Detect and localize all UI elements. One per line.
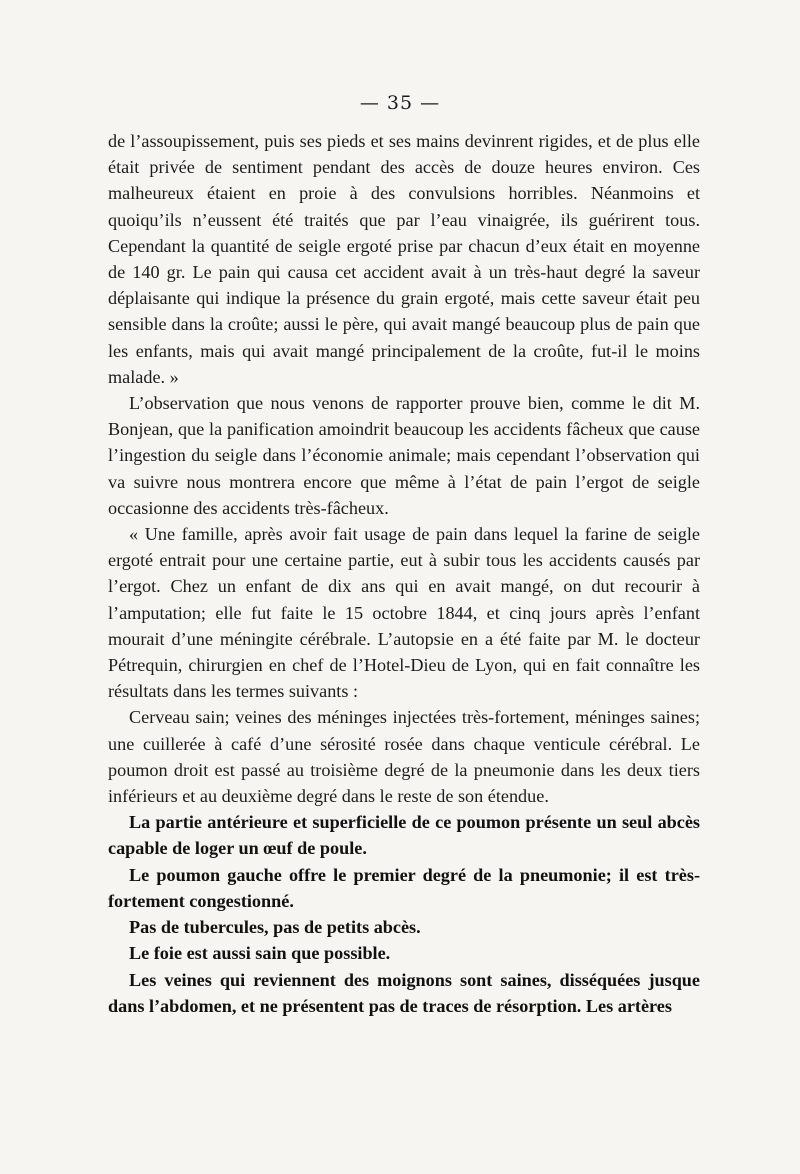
paragraph-3: « Une famille, après avoir fait usage de pain dans lequel la farine de seigle ergoté entrait pour une certaine partie, eut à subir tous les accidents causés par l’ergot. Chez un enfant de dix ans qui en avait mangé, on dut recourir à l’amputation; elle fut faite le 15 octobre 1844, et cinq jours après l’enfant mourait d’une méningite cérébrale. L’autopsie en a été faite par M. le docteur Pétrequin, chirurgien en chef de l’Hotel-Dieu de Lyon, qui en fait connaître les résultats dans les termes suivants : [108, 524, 700, 702]
paragraph-8: Le foie est aussi sain que possible. [129, 943, 391, 964]
body-text [108, 128, 700, 1019]
paragraph-5: La partie antérieure et superficielle de ce poumon présente un seul abcès capable de loger un œuf de poule. [108, 812, 700, 859]
paragraph-2: L’observation que nous venons de rapporter prouve bien, comme le dit M. Bonjean, que la panification amoindrit beaucoup les accidents fâcheux que cause l’ingestion du seigle dans l’économie animale; mais cependant l’observation qui va suivre nous montrera encore que même à l’état de pain l’ergot de seigle occasionne des accidents très-fâcheux. [108, 393, 700, 518]
paragraph-4: Cerveau sain; veines des méninges injectées très-fortement, méninges saines; une cuillerée à café d’une sérosité rosée dans chaque venticule cérébral. Le poumon droit est passé au troisième degré de la pneumonie dans les deux tiers inférieurs et au deuxième degré dans le reste de son étendue. [108, 707, 700, 807]
page-number: — 35 — [359, 92, 441, 114]
paragraph-9: Les veines qui reviennent des moignons sont saines, disséquées jusque dans l’abdomen, et ne présentent pas de traces de résorption. Les artères [108, 969, 700, 1016]
paragraph-7: Pas de tubercules, pas de petits abcès. [129, 917, 421, 938]
paragraph-6: Le poumon gauche offre le premier degré de la pneumonie; il est très-fortement congestionné. [108, 864, 700, 911]
paragraph-1: de l’assoupissement, puis ses pieds et ses mains devinrent rigides, et de plus elle était privée de sentiment pendant des accès de douze heures environ. Ces malheureux étaient en proie à des convulsions horribles. Néanmoins et quoiqu’ils n’eussent été traités que par l’eau vinaigrée, ils guérirent tous. Cependant la quantité de seigle ergoté prise par chacun d’eux était en moyenne de 140 gr. Le pain qui causa cet accident avait à un très-haut degré la saveur déplaisante qui indique la présence du grain ergoté, mais cette saveur était peu sensible dans la croûte; aussi le père, qui avait mangé beaucoup plus de pain que les enfants, mais qui avait mangé principalement de la croûte, fut-il le moins malade. » [108, 131, 700, 387]
